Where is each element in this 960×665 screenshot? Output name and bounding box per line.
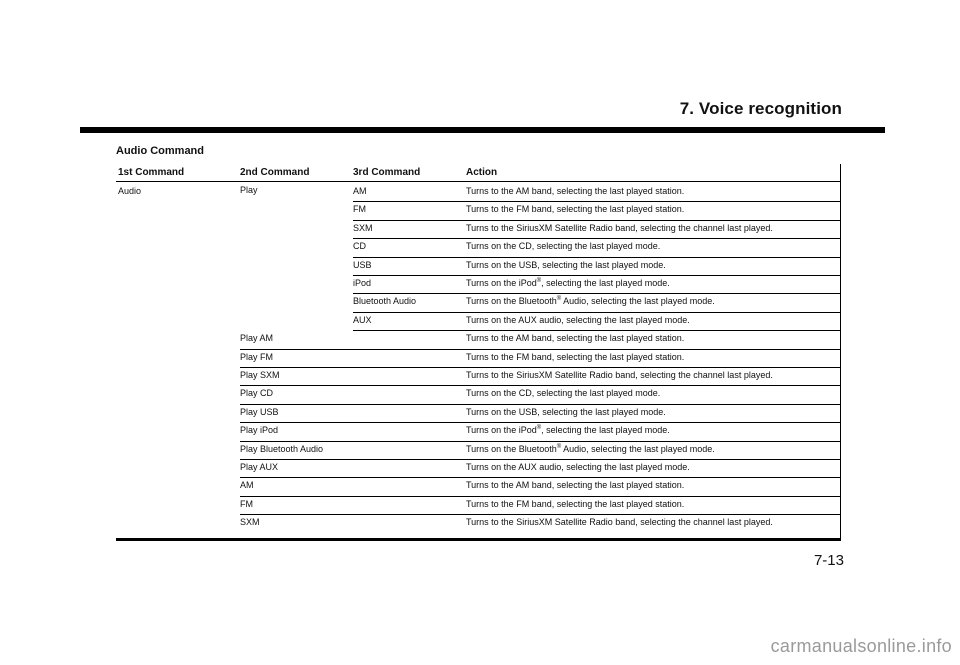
- second-command-cell: Play iPod: [240, 425, 279, 436]
- action-cell: Turns to the AM band, selecting the last played station.: [466, 333, 685, 344]
- header-divider: [116, 181, 840, 182]
- first-command-audio: Audio: [118, 186, 142, 196]
- second-command-cell: Play USB: [240, 406, 279, 417]
- header-bar: [80, 127, 885, 133]
- third-command-cell: SXM: [353, 222, 373, 233]
- action-cell: Turns on the CD, selecting the last played mode.: [466, 241, 661, 252]
- action-cell: Turns on the AUX audio, selecting the last played mode.: [466, 462, 690, 472]
- subsection-title: Audio Command: [116, 145, 204, 157]
- page-number: 7-13: [813, 552, 844, 569]
- action-cell: [466, 443, 715, 455]
- action-text: Turns on the Bluetooth: [466, 296, 557, 307]
- second-command-cell: Play CD: [240, 388, 274, 399]
- column-header-3rd-command: 3rd Command: [353, 167, 421, 178]
- column-header-action: Action: [466, 167, 498, 178]
- action-cell: [466, 295, 715, 307]
- third-command-cell: Bluetooth Audio: [353, 296, 417, 307]
- row-divider: [240, 404, 841, 405]
- row-divider: [353, 293, 841, 294]
- action-cell: Turns to the FM band, selecting the last played station.: [466, 351, 685, 362]
- row-divider: [240, 514, 841, 515]
- registered-mark: ®: [556, 443, 562, 450]
- second-command-play: Play: [240, 185, 258, 195]
- second-command-cell: Play SXM: [240, 370, 280, 380]
- action-cell: Turns to the SiriusXM Satellite Radio band, selecting the channel last played.: [466, 222, 773, 233]
- action-cell: Turns on the CD, selecting the last played mode.: [466, 388, 661, 399]
- registered-mark: ®: [536, 278, 542, 284]
- action-text: , selecting the last played mode.: [541, 278, 670, 288]
- row-divider: [353, 312, 841, 313]
- third-command-cell: AM: [353, 186, 367, 196]
- row-divider: [240, 441, 841, 442]
- action-cell: Turns on the AUX audio, selecting the last played mode.: [466, 314, 690, 325]
- row-divider: [240, 367, 841, 368]
- second-command-cell: SXM: [240, 517, 260, 528]
- watermark: carmanualsonline.info: [770, 636, 952, 656]
- third-command-cell: FM: [353, 204, 366, 215]
- row-divider: [353, 201, 841, 202]
- action-cell: Turns to the FM band, selecting the last played station.: [466, 204, 685, 215]
- row-divider: [240, 496, 841, 497]
- audio-command-table: [116, 164, 841, 541]
- second-command-cell: Play AM: [240, 333, 274, 344]
- third-command-cell: AUX: [353, 314, 372, 325]
- third-command-cell: CD: [353, 241, 366, 252]
- action-text: Turns on the iPod: [466, 278, 537, 288]
- second-command-cell: AM: [240, 480, 254, 491]
- action-text: , selecting the last played mode.: [541, 425, 670, 436]
- row-divider: [353, 275, 841, 276]
- row-divider: [353, 330, 841, 331]
- column-header-1st-command: 1st Command: [118, 167, 185, 178]
- second-command-cell: Play AUX: [240, 462, 279, 472]
- second-command-cell: FM: [240, 498, 253, 509]
- action-cell: [466, 424, 670, 436]
- action-text: Audio, selecting the last played mode.: [561, 443, 715, 454]
- registered-mark: ®: [556, 296, 562, 303]
- action-text: Turns on the iPod: [466, 425, 537, 436]
- row-divider: [240, 477, 841, 478]
- action-cell: Turns to the AM band, selecting the last played station.: [466, 480, 685, 491]
- action-cell: [466, 277, 670, 289]
- row-divider: [353, 238, 841, 239]
- action-cell: Turns to the SiriusXM Satellite Radio band, selecting the channel last played.: [466, 370, 773, 380]
- action-cell: Turns to the SiriusXM Satellite Radio band, selecting the channel last played.: [466, 517, 773, 528]
- row-divider: [240, 459, 841, 460]
- action-cell: Turns on the USB, selecting the last played mode.: [466, 259, 666, 270]
- action-text: Audio, selecting the last played mode.: [561, 296, 715, 307]
- row-divider: [353, 257, 841, 258]
- second-command-cell: Play Bluetooth Audio: [240, 443, 324, 454]
- third-command-cell: iPod: [353, 278, 372, 288]
- row-divider: [240, 422, 841, 423]
- row-divider: [240, 349, 841, 350]
- column-header-2nd-command: 2nd Command: [240, 167, 310, 178]
- action-text: Turns on the Bluetooth: [466, 443, 557, 454]
- action-cell: Turns to the AM band, selecting the last played station.: [466, 186, 685, 196]
- third-command-cell: USB: [353, 259, 372, 270]
- section-title: 7. Voice recognition: [679, 99, 842, 118]
- action-cell: Turns to the FM band, selecting the last played station.: [466, 498, 685, 509]
- second-command-cell: Play FM: [240, 351, 274, 362]
- action-cell: Turns on the USB, selecting the last played mode.: [466, 406, 666, 417]
- registered-mark: ®: [536, 425, 542, 432]
- row-divider: [240, 385, 841, 386]
- row-divider: [353, 220, 841, 221]
